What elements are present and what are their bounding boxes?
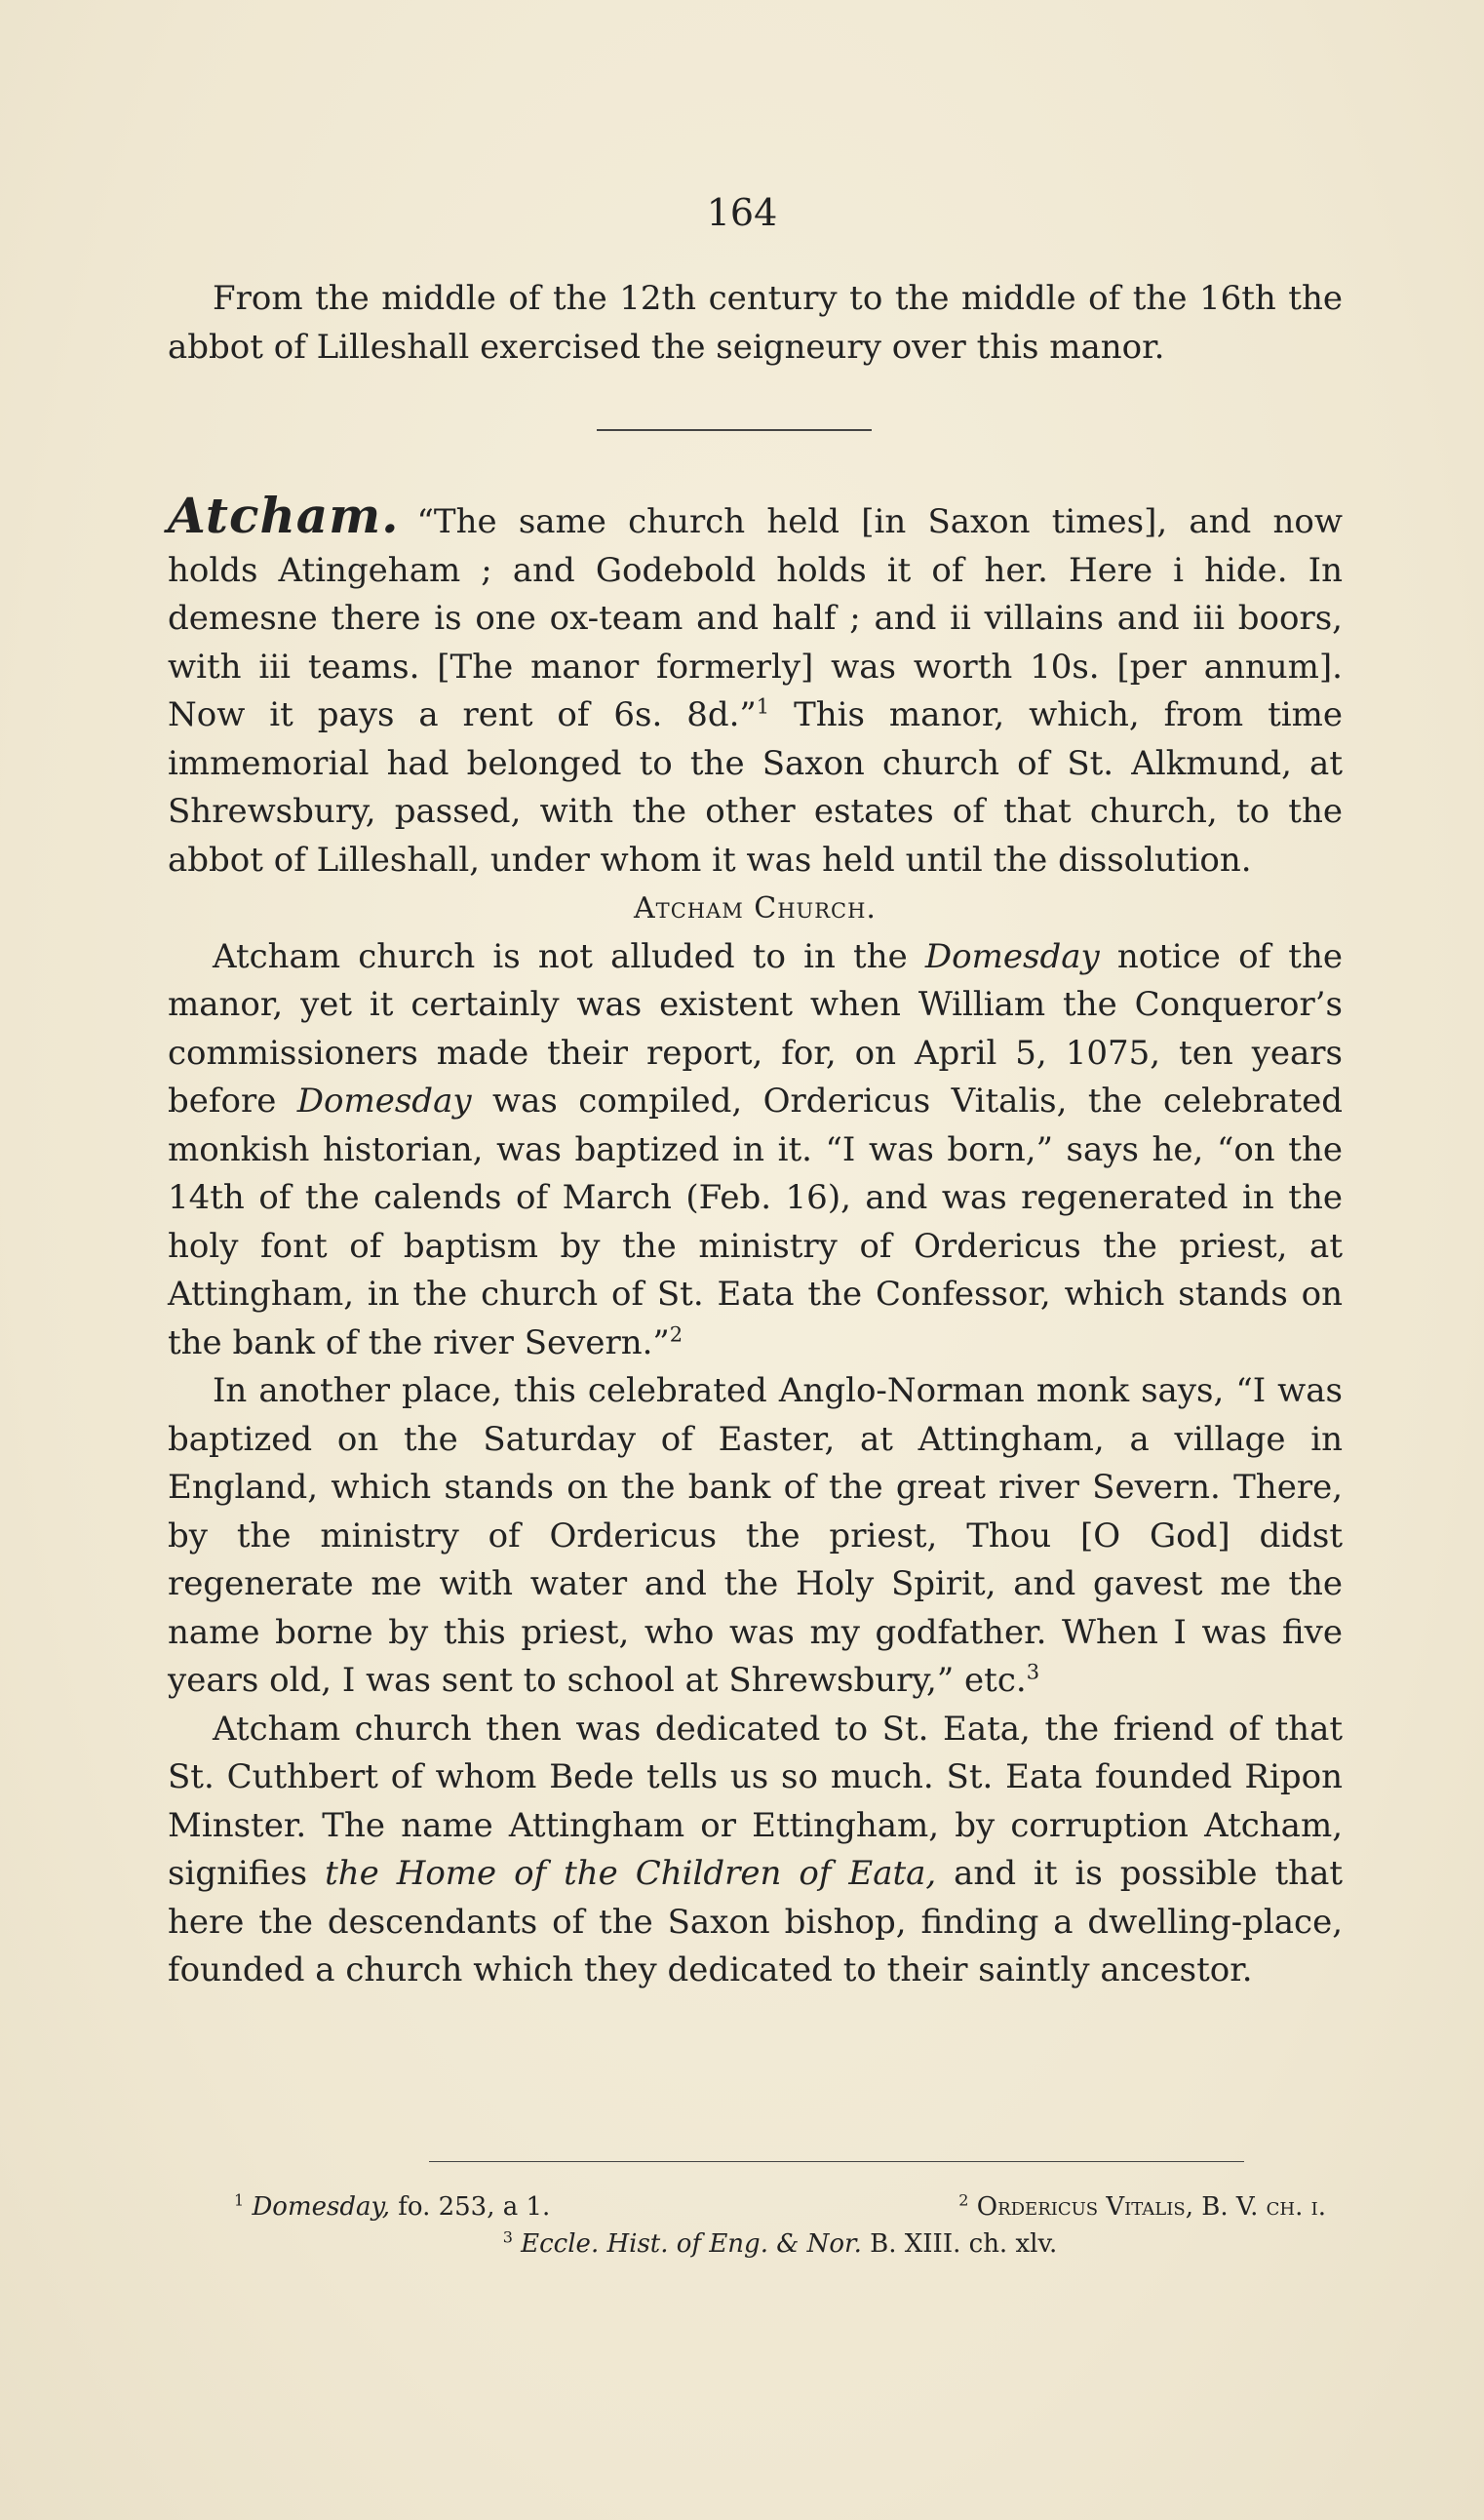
footnote-3-mark: 3 — [502, 2227, 513, 2247]
footnote-2-text: Ordericus Vitalis, B. V. ch. i. — [976, 2192, 1326, 2222]
footnote-1-mark: 1 — [234, 2190, 245, 2210]
paragraph-4-part-b: and it is possible that here the descendants of the Saxon bishop, finding a dwelling-place, founded a church which they dedicated to their saintly ancestor. — [168, 1854, 1343, 1989]
footnote-2-mark: 2 — [958, 2190, 969, 2210]
paragraph-1-tail: This manor, which, from time immemorial had belonged to the Saxon church of St. Alkmund, at Shrewsbury, passed, with the other estates of that church, to the abbot of Lilleshall, under whom it was held until the dissolution. — [168, 695, 1343, 880]
footnote-1-text: fo. 253, a 1. — [389, 2192, 551, 2222]
domesday-title-1: Domesday — [924, 936, 1100, 976]
place-heading: Atcham. — [168, 487, 400, 544]
paragraph-3 — [168, 1367, 1343, 1706]
home-of-children-phrase: the Home of the Children of Eata, — [325, 1854, 937, 1893]
paragraph-2-part-b: notice of the manor, yet it certainly was existent when William the Conqueror’s commissioners made their report, for, on April 5, 1075, ten years before — [168, 936, 1343, 1121]
church-heading: Atcham Church. — [634, 891, 877, 925]
footnote-ref-2: 2 — [669, 1322, 683, 1347]
footnote-row-2 — [234, 2225, 1326, 2263]
page-number: 164 — [706, 191, 778, 234]
domesday-title-2: Domesday — [296, 1082, 472, 1121]
footnotes — [234, 2188, 1326, 2263]
footnote-3-text: B. XIII. ch. xlv. — [861, 2229, 1058, 2259]
paragraph-3-text: In another place, this celebrated Anglo-Norman monk says, “I was baptized on the Saturday of Easter, at Attingham, a village in England, which stands on the bank of the great river Severn. There, by the ministry of Ordericus the priest, Thou [O God] didst regenerate me with water and the Holy Spirit, and gavest me the name borne by this priest, who was my godfather. When I was five years old, I was sent to school at Shrewsbury,” etc. — [168, 1371, 1343, 1700]
footnote-ref-1: 1 — [756, 694, 770, 719]
footnote-1 — [234, 2188, 550, 2225]
footnote-3 — [503, 2225, 1058, 2263]
paragraph-2-part-a: Atcham church is not alluded to in the — [213, 936, 925, 976]
atcham-section — [168, 487, 1343, 1995]
footnote-ref-3: 3 — [1026, 1660, 1040, 1684]
paragraph-2-part-c: was compiled, Ordericus Vitalis, the celebrated monkish historian, was baptized in it. “I was born,” says he, “on the 14th of the calends of March (Feb. 16), and was regenerated in the holy font of baptism by the ministry of Ordericus the priest, at Attingham, in the church of St. Eata the Confessor, which stands on the bank of the river Severn.” — [168, 1082, 1343, 1362]
footnote-1-title: Domesday, — [252, 2192, 390, 2222]
paragraph-4-part-a: Atcham church then was dedicated to St. Eata, the friend of that St. Cuthbert of whom Bede tells us so much. St. Eata founded Ripon Minster. The name Attingham or Ettingham, by corruption Atcham, signifies — [168, 1709, 1343, 1893]
footnote-row-1 — [234, 2188, 1326, 2225]
paragraph-2 — [168, 933, 1343, 1368]
footnote-3-title: Eccle. Hist. of Eng. & Nor. — [521, 2229, 862, 2259]
paragraph-1-text: “The same church held [in Saxon times], and now holds Atingeham ; and Godebold holds it of her. Here i hide. In demesne there is one ox-team and half ; and ii villains and iii boors, with iii teams. [The manor formerly] was worth 10s. [per annum]. Now it pays a rent of 6s. 8d.” — [168, 502, 1343, 734]
footnote-2 — [958, 2188, 1326, 2225]
paragraph-4 — [168, 1706, 1343, 1995]
footnote-divider — [429, 2161, 1244, 2162]
intro-paragraph — [168, 275, 1343, 372]
paragraph-1 — [168, 487, 1343, 885]
section-divider — [597, 429, 872, 431]
intro-text: From the middle of the 12th century to the middle of the 16th the abbot of Lilleshall exercised the seigneury over this manor. — [168, 279, 1343, 367]
